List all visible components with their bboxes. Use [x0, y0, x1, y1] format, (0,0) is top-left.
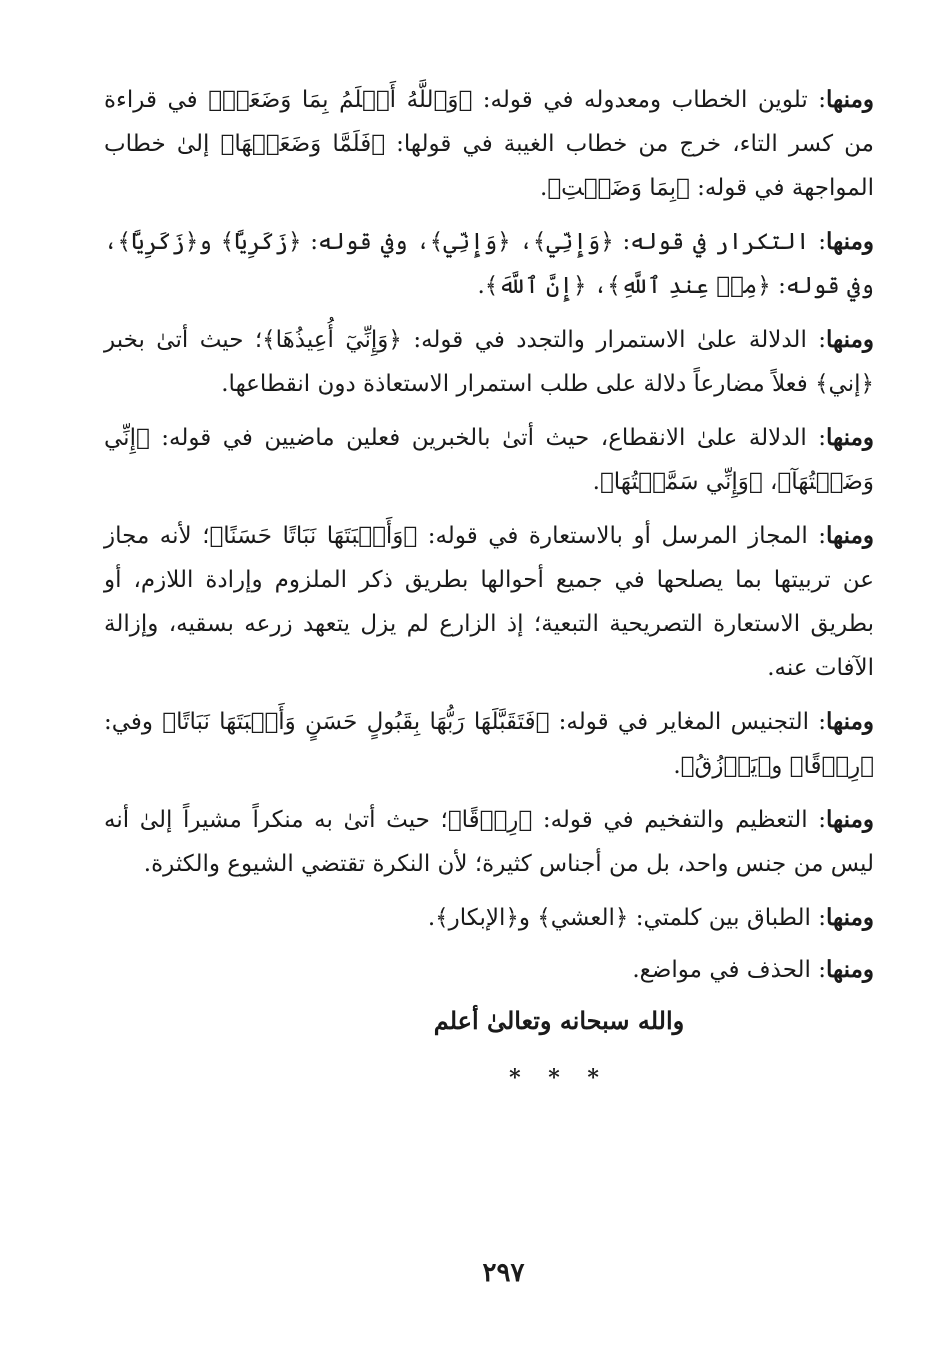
paragraph-8: [104, 896, 874, 940]
paragraph-text: : الحذف في مواضع.: [632, 957, 827, 983]
paragraph-label: ومنها: [826, 424, 874, 451]
paragraph-label: ومنها: [826, 806, 874, 833]
paragraph-label: ومنها: [826, 86, 874, 113]
paragraph-text: : الطباق بين كلمتي: ﴿العشي﴾ و﴿الإبكار﴾.: [427, 905, 827, 931]
page-body: [104, 78, 874, 1091]
paragraph-9: [104, 948, 874, 992]
paragraph-text: : الدلالة علىٰ الاستمرار والتجدد في قوله: ﴿وَإِنِّيٓ أُعِيذُهَا﴾؛ حيث أتىٰ بخبر ﴿إني﴾ فعلاً مضارعاً دلالة على طلب استمرار الاستعاذة دون انقطاعها.: [104, 327, 874, 397]
paragraph-text: : الدلالة علىٰ الانقطاع، حيث أتىٰ بالخبرين فعلين ماضيين في قوله: ﴿إِنِّي وَضَعۡتُهَآ﴾، ﴿وَإِنِّي سَمَّيۡتُهَا﴾.: [104, 425, 874, 495]
paragraph-text: : التعظيم والتفخيم في قوله: ﴿رِزۡقًا﴾؛ حيث أتىٰ به منكراً مشيراً إلىٰ أنه ليس من جنس واحد، بل من أجناس كثيرة؛ لأن النكرة تقتضي الشيوع والكثرة.: [104, 807, 874, 877]
paragraph-label: ومنها: [826, 326, 874, 353]
paragraph-label: ومنها: [826, 228, 874, 255]
paragraph-6: [104, 700, 874, 788]
paragraph-text: : المجاز المرسل أو بالاستعارة في قوله: ﴿وَأَنۢبَتَهَا نَبَاتًا حَسَنًا﴾؛ لأنه مجاز عن تربيتها بما يصلحها في جميع أحوالها بطريق ذكر الملزوم وإرادة اللازم، أو بطريق الاستعارة التصريحية التبعية؛ إذ الزارع لم يزل يتعهد زرعه بسقيه، وإزالة الآفات عنه.: [104, 523, 874, 681]
paragraph-text: : التجنيس المغاير في قوله: ﴿فَتَقَبَّلَهَا رَبُّهَا بِقَبُولٍ حَسَنٍ وَأَنۢبَتَهَا نَبَاتًا﴾ وفي: ﴿رِزۡقًا﴾ و﴿يَرۡزُقُ﴾.: [104, 709, 874, 779]
paragraph-label: ومنها: [826, 708, 874, 735]
paragraph-7: [104, 798, 874, 886]
paragraph-text: : التكرار في قوله: ﴿وَإِنِّي﴾، ﴿وَإِنِّي﴾، وفي قوله: ﴿زَكَرِيَّا﴾ و﴿زَكَرِيَّا﴾، وفي قوله: ﴿مِنۡ عِندِ ٱللَّهِ﴾، ﴿إِنَّ ٱللَّهَ﴾.: [104, 229, 874, 299]
paragraph-label: ومنها: [826, 522, 874, 549]
closing-phrase: والله سبحانه وتعالىٰ أعلم: [433, 1006, 685, 1035]
paragraph-label: ومنها: [826, 956, 874, 983]
section-separator: * * *: [509, 1065, 609, 1091]
paragraph-4: [104, 416, 874, 504]
paragraph-text: : تلوين الخطاب ومعدوله في قوله: ﴿وَٱللَّهُ أَعۡلَمُ بِمَا وَضَعَتۡ﴾ في قراءة من كسر التاء، خرج من خطاب الغيبة في قولها: ﴿فَلَمَّا وَضَعَتۡهَا﴾ إلىٰ خطاب المواجهة في قوله: ﴿بِمَا وَضَعۡتِ﴾.: [104, 87, 874, 201]
paragraph-5: [104, 514, 874, 690]
page-number: ٢٩٧: [482, 1258, 525, 1288]
paragraph-2: [104, 220, 874, 308]
paragraph-label: ومنها: [826, 904, 874, 931]
paragraph-1: [104, 78, 874, 210]
paragraph-3: [104, 318, 874, 406]
